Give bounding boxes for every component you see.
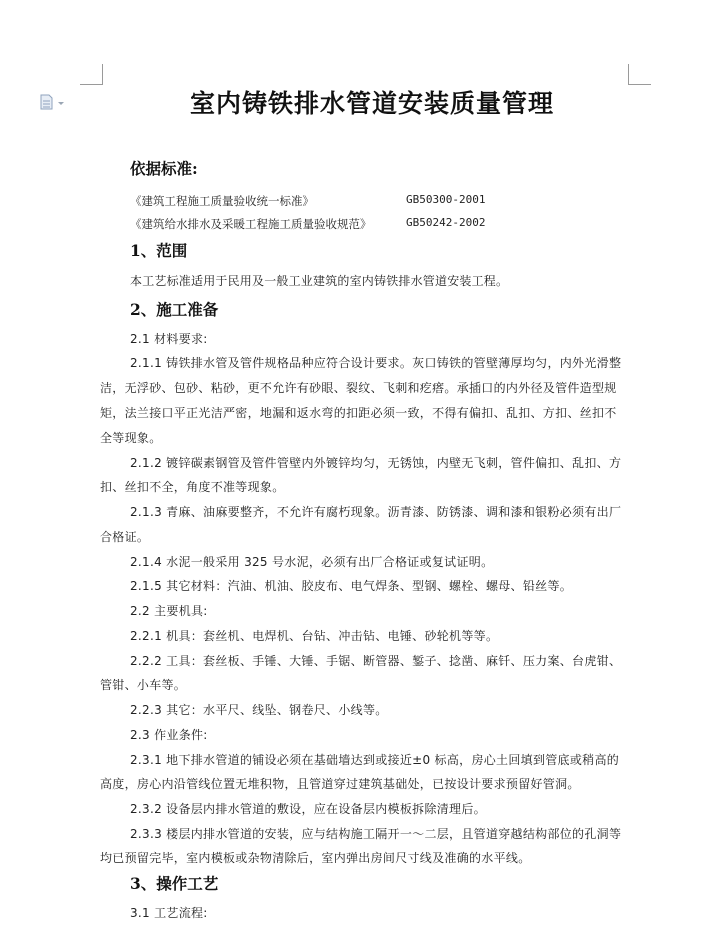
- paragraph-line: 合格证。: [100, 530, 150, 544]
- paragraph-line: 2.2.1 机具：套丝机、电焊机、台钻、冲击钻、电锤、砂轮机等等。: [130, 629, 499, 643]
- crop-mark-top-right: [628, 64, 651, 85]
- paragraph-line: 2.1.5 其它材料：汽油、机油、胶皮布、电气焊条、型钢、螺栓、螺母、铅丝等。: [130, 579, 573, 593]
- page-title: 室内铸铁排水管道安装质量管理: [189, 89, 554, 118]
- paragraph-line: 洁，无浮砂、包砂、粘砂，更不允许有砂眼、裂纹、飞刺和疙瘩。承插口的内外径及管件造型规: [100, 381, 617, 395]
- paragraph-line: 2.3.1 地下排水管道的铺设必须在基础墙达到或接近±0 标高，房心土回填到管底或稍高的: [130, 753, 620, 767]
- standard-item: [130, 216, 530, 232]
- paragraph-line: 2.3.3 楼层内排水管道的安装，应与结构施工隔开一～二层，且管道穿越结构部位的孔洞等: [130, 827, 622, 841]
- paragraph-line: 3.1 工艺流程:: [130, 906, 208, 920]
- paragraph-line: 均已预留完毕，室内模板或杂物清除后，室内弹出房间尺寸线及准确的水平线。: [100, 851, 531, 865]
- section-heading-scope: 1、范围: [130, 241, 188, 260]
- paragraph-line: 2.1.2 镀锌碳素钢管及管件管壁内外镀锌均匀，无锈蚀，内壁无飞刺，管件偏扣、乱扣、方: [130, 456, 622, 470]
- basis-heading: 依据标准:: [130, 159, 198, 178]
- paragraph-line: 2.1.3 青麻、油麻要整齐，不允许有腐朽现象。沥青漆、防锈漆、调和漆和银粉必须有出厂: [130, 505, 622, 519]
- paragraph-line: 2.1 材料要求:: [130, 332, 208, 346]
- paragraph-line: 2.2.3 其它：水平尺、线坠、钢卷尺、小线等。: [130, 703, 388, 717]
- paragraph-line: 全等现象。: [100, 431, 162, 445]
- standard-item: [130, 193, 530, 209]
- paragraph-line: 2.1.1 铸铁排水管及管件规格品种应符合设计要求。灰口铸铁的管壁薄厚均匀，内外光滑整: [130, 356, 622, 370]
- paragraph-line: 2.2.2 工具：套丝板、手锤、大锤、手锯、断管器、錾子、捻凿、麻钎、压力案、台虎钳、: [130, 654, 622, 668]
- paragraph-line: 矩，法兰接口平正光洁严密，地漏和返水弯的扣距必须一致，不得有偏扣、乱扣、方扣、丝扣不: [100, 406, 617, 420]
- paragraph-line: 扣、丝扣不全，角度不准等现象。: [100, 480, 285, 494]
- scope-text: 本工艺标准适用于民用及一般工业建筑的室内铸铁排水管道安装工程。: [130, 274, 509, 288]
- standard-name: 《建筑工程施工质量验收统一标准》: [130, 194, 314, 208]
- paragraph-line: 高度，房心内沿管线位置无堆积物，且管道穿过建筑基础处，已按设计要求预留好管洞。: [100, 777, 580, 791]
- paragraph-line: 2.3 作业条件:: [130, 728, 208, 742]
- crop-mark-top-left: [80, 64, 103, 85]
- paragraph-line: 2.2 主要机具:: [130, 604, 208, 618]
- paragraph-line: 2.3.2 设备层内排水管道的敷设，应在设备层内模板拆除清理后。: [130, 802, 486, 816]
- section-heading-preparation: 2、施工准备: [130, 300, 219, 319]
- standard-name: 《建筑给水排水及采暖工程施工质量验收规范》: [130, 217, 372, 231]
- paragraph-line: 管钳、小车等。: [100, 678, 187, 692]
- paragraph-line: 2.1.4 水泥一般采用 325 号水泥，必须有出厂合格证或复试证明。: [130, 555, 494, 569]
- standard-code: GB50242-2002: [406, 216, 486, 229]
- standard-code: GB50300-2001: [406, 193, 486, 206]
- section-heading-process: 3、操作工艺: [130, 874, 219, 893]
